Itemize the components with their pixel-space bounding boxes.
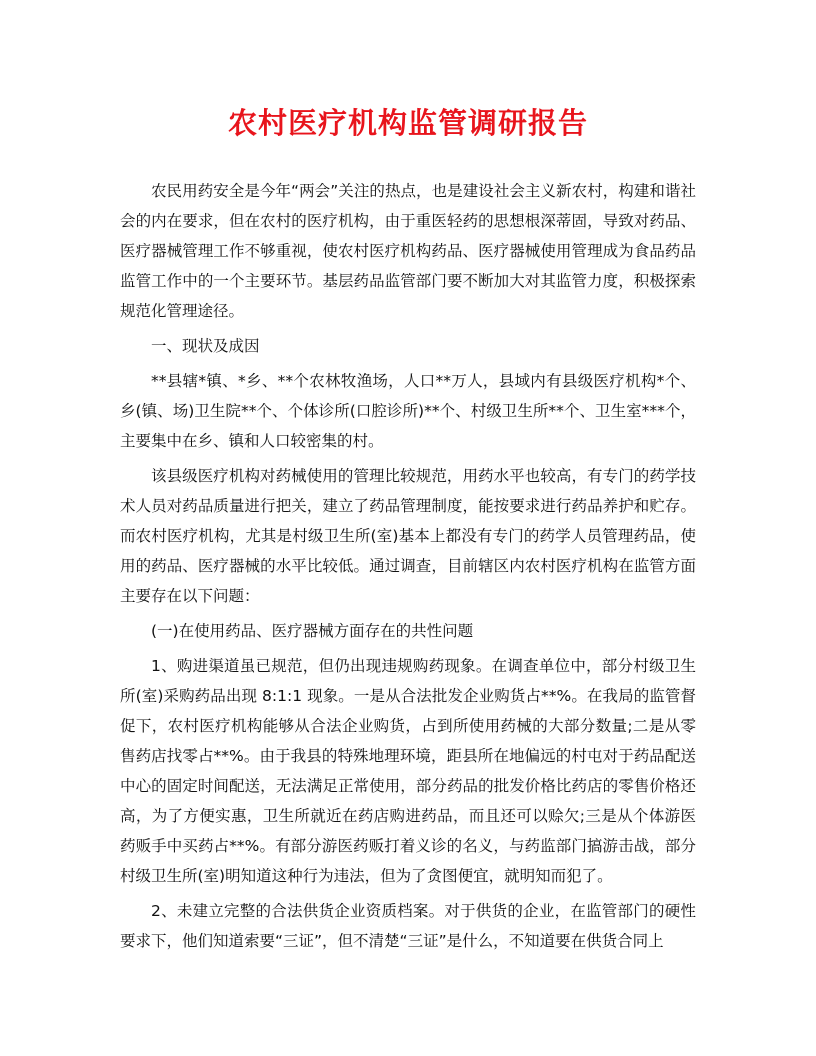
paragraph-issue-2: 2、未建立完整的合法供货企业资质档案。对于供货的企业，在监管部门的硬性要求下，他们知道索要“三证”，但不清楚“三证”是什么，不知道要在供货合同上 (120, 902, 696, 950)
paragraph-issue-1: 1、购进渠道虽已规范，但仍出现违规购药现象。在调查单位中，部分村级卫生所(室)采购药品出现 8:1:1 现象。一是从合法批发企业购货占**%。在我局的监管督促下，农村医疗机构能够从合法企业购货，占到所使用药械的大部分数量;二是从零售药店找零占**%。由于我县的特殊地理环境，距县所在地偏远的村屯对于药品配送中心的固定时间配送，无法满足正常使用，部分药品的批发价格比药店的零售价格还高，为了方便实惠，卫生所就近在药店购进药品，而且还可以赊欠;三是从个体游医药贩手中买药占**%。有部分游医药贩打着义诊的名义，与药监部门搞游击战，部分村级卫生所(室)明知道这种行为违法，但为了贪图便宜，就明知而犯了。 (120, 657, 696, 885)
paragraph-management-status: 该县级医疗机构对药械使用的管理比较规范，用药水平也较高，有专门的药学技术人员对药品质量进行把关，建立了药品管理制度，能按要求进行药品养护和贮存。而农村医疗机构，尤其是村级卫生所(室)基本上都没有专门的药学人员管理药品，使用的药品、医疗器械的水平比较低。通过调查，目前辖区内农村医疗机构在监管方面主要存在以下问题： (120, 467, 696, 605)
document-title: 农村医疗机构监管调研报告 (227, 106, 588, 140)
section-heading-status: 一、现状及成因 (151, 337, 260, 355)
paragraph-county-overview: **县辖*镇、*乡、**个农林牧渔场，人口**万人，县域内有县级医疗机构*个、乡(镇、场)卫生院**个、个体诊所(口腔诊所)**个、村级卫生所**个、卫生室***个，主要集中在乡、镇和人口较密集的村。 (120, 372, 696, 450)
paragraph-intro: 农民用药安全是今年“两会”关注的热点，也是建设社会主义新农村，构建和谐社会的内在要求，但在农村的医疗机构，由于重医轻药的思想根深蒂固，导致对药品、医疗器械管理工作不够重视，使农村医疗机构药品、医疗器械使用管理成为食品药品监管工作中的一个主要环节。基层药品监管部门要不断加大对其监管力度，积极探索规范化管理途径。 (120, 182, 696, 320)
subsection-heading-common-issues: (一)在使用药品、医疗器械方面存在的共性问题 (151, 622, 474, 640)
document-body (120, 176, 696, 956)
